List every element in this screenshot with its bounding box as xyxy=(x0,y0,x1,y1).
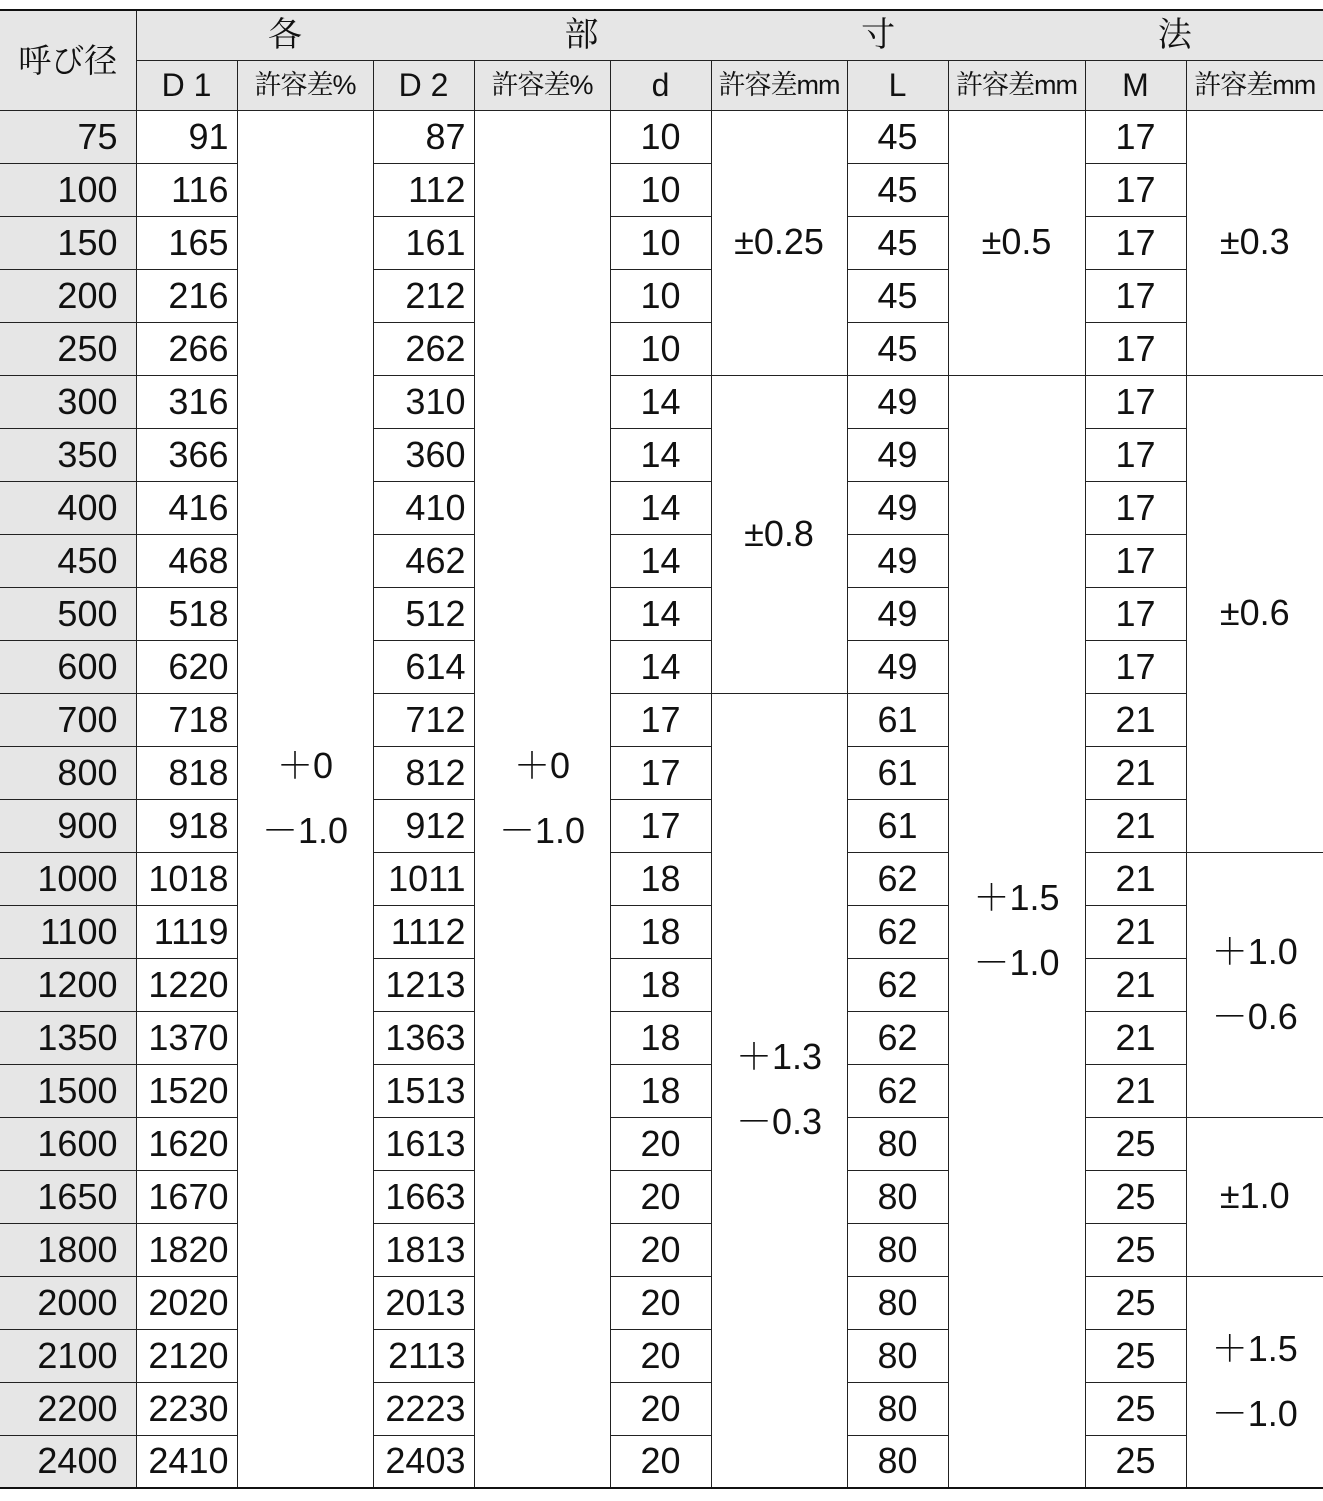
col-header-l: L xyxy=(847,60,948,110)
table-body xyxy=(0,110,1323,1488)
nominal-cell: 1650 xyxy=(0,1170,136,1223)
m-cell: 21 xyxy=(1085,1064,1186,1117)
m-cell: 25 xyxy=(1085,1170,1186,1223)
nominal-cell: 1350 xyxy=(0,1011,136,1064)
m-cell: 21 xyxy=(1085,905,1186,958)
d-cell: 17 xyxy=(610,693,711,746)
d-cell: 14 xyxy=(610,428,711,481)
m-cell: 17 xyxy=(1085,375,1186,428)
d-cell: 20 xyxy=(610,1382,711,1435)
m-cell: 21 xyxy=(1085,852,1186,905)
l-cell: 62 xyxy=(847,852,948,905)
table-row xyxy=(0,1117,1323,1170)
d1-cell: 1520 xyxy=(136,1064,237,1117)
d2-cell: 1513 xyxy=(373,1064,474,1117)
l-cell: 61 xyxy=(847,746,948,799)
d1-cell: 818 xyxy=(136,746,237,799)
table-row xyxy=(0,905,1323,958)
m-cell: 21 xyxy=(1085,958,1186,1011)
l-cell: 80 xyxy=(847,1435,948,1488)
table-row xyxy=(0,110,1323,163)
col-header-l-tolerance: 許容差mm xyxy=(948,60,1085,110)
m-tolerance-cell: ±0.6 xyxy=(1186,375,1323,852)
m-cell: 25 xyxy=(1085,1223,1186,1276)
d2-cell: 87 xyxy=(373,110,474,163)
d-cell: 14 xyxy=(610,481,711,534)
m-tolerance-cell: ±0.3 xyxy=(1186,110,1323,375)
nominal-cell: 600 xyxy=(0,640,136,693)
d-cell: 20 xyxy=(610,1223,711,1276)
d-cell: 10 xyxy=(610,269,711,322)
d1-cell: 165 xyxy=(136,216,237,269)
header-row-columns xyxy=(0,60,1323,110)
table-row xyxy=(0,693,1323,746)
d1-cell: 1370 xyxy=(136,1011,237,1064)
d2-cell: 262 xyxy=(373,322,474,375)
d-cell: 18 xyxy=(610,1064,711,1117)
l-cell: 61 xyxy=(847,799,948,852)
m-cell: 21 xyxy=(1085,693,1186,746)
nominal-cell: 200 xyxy=(0,269,136,322)
m-cell: 17 xyxy=(1085,428,1186,481)
d-cell: 10 xyxy=(610,110,711,163)
nominal-cell: 700 xyxy=(0,693,136,746)
nominal-cell: 2200 xyxy=(0,1382,136,1435)
nominal-cell: 350 xyxy=(0,428,136,481)
l-cell: 62 xyxy=(847,905,948,958)
m-tolerance-cell: ＋1.0 －0.6 xyxy=(1186,852,1323,1117)
group-header-char: 各 xyxy=(267,16,302,55)
table-row xyxy=(0,640,1323,693)
nominal-cell: 150 xyxy=(0,216,136,269)
m-cell: 17 xyxy=(1085,640,1186,693)
table-row xyxy=(0,322,1323,375)
d1-cell: 2120 xyxy=(136,1329,237,1382)
d-cell: 20 xyxy=(610,1276,711,1329)
m-cell: 17 xyxy=(1085,110,1186,163)
d-cell: 18 xyxy=(610,852,711,905)
d-cell: 20 xyxy=(610,1170,711,1223)
l-cell: 80 xyxy=(847,1170,948,1223)
col-header-d1-tolerance: 許容差% xyxy=(237,60,373,110)
col-header-m: M xyxy=(1085,60,1186,110)
l-cell: 45 xyxy=(847,163,948,216)
l-cell: 49 xyxy=(847,481,948,534)
d-cell: 14 xyxy=(610,587,711,640)
d2-cell: 360 xyxy=(373,428,474,481)
nominal-cell: 2000 xyxy=(0,1276,136,1329)
table-row xyxy=(0,269,1323,322)
d2-cell: 1011 xyxy=(373,852,474,905)
d2-cell: 1613 xyxy=(373,1117,474,1170)
d1-cell: 2410 xyxy=(136,1435,237,1488)
m-cell: 17 xyxy=(1085,269,1186,322)
d1-cell: 1620 xyxy=(136,1117,237,1170)
d2-cell: 2403 xyxy=(373,1435,474,1488)
table-row xyxy=(0,1329,1323,1382)
nominal-cell: 500 xyxy=(0,587,136,640)
d1-cell: 216 xyxy=(136,269,237,322)
d-cell: 18 xyxy=(610,1011,711,1064)
table-row xyxy=(0,587,1323,640)
m-cell: 25 xyxy=(1085,1435,1186,1488)
m-tolerance-cell: ＋1.5 －1.0 xyxy=(1186,1276,1323,1488)
l-cell: 62 xyxy=(847,1064,948,1117)
col-header-d: d xyxy=(610,60,711,110)
d2-cell: 712 xyxy=(373,693,474,746)
table-row xyxy=(0,1435,1323,1488)
l-cell: 49 xyxy=(847,375,948,428)
d2-cell: 2013 xyxy=(373,1276,474,1329)
m-cell: 25 xyxy=(1085,1117,1186,1170)
l-cell: 80 xyxy=(847,1329,948,1382)
d1-cell: 1670 xyxy=(136,1170,237,1223)
nominal-cell: 1500 xyxy=(0,1064,136,1117)
d2-cell: 1112 xyxy=(373,905,474,958)
d2-cell: 2223 xyxy=(373,1382,474,1435)
l-cell: 62 xyxy=(847,958,948,1011)
d-cell: 10 xyxy=(610,216,711,269)
m-cell: 17 xyxy=(1085,216,1186,269)
l-cell: 61 xyxy=(847,693,948,746)
d2-cell: 614 xyxy=(373,640,474,693)
nominal-cell: 800 xyxy=(0,746,136,799)
nominal-cell: 75 xyxy=(0,110,136,163)
d-cell: 14 xyxy=(610,640,711,693)
d2-cell: 462 xyxy=(373,534,474,587)
table-row xyxy=(0,1170,1323,1223)
l-cell: 49 xyxy=(847,428,948,481)
nominal-cell: 1600 xyxy=(0,1117,136,1170)
header-row-main xyxy=(0,10,1323,60)
table-row xyxy=(0,375,1323,428)
d-cell: 10 xyxy=(610,163,711,216)
d1-cell: 366 xyxy=(136,428,237,481)
nominal-cell: 2100 xyxy=(0,1329,136,1382)
l-cell: 45 xyxy=(847,216,948,269)
table-row xyxy=(0,1223,1323,1276)
d2-cell: 112 xyxy=(373,163,474,216)
d2-cell: 812 xyxy=(373,746,474,799)
d-cell: 17 xyxy=(610,799,711,852)
d1-cell: 518 xyxy=(136,587,237,640)
col-header-m-tolerance: 許容差mm xyxy=(1186,60,1323,110)
l-cell: 45 xyxy=(847,322,948,375)
table-row xyxy=(0,746,1323,799)
d1-cell: 316 xyxy=(136,375,237,428)
d1-cell: 2230 xyxy=(136,1382,237,1435)
d-cell: 20 xyxy=(610,1117,711,1170)
dimension-table xyxy=(0,9,1323,1489)
table-row xyxy=(0,163,1323,216)
d2-cell: 1363 xyxy=(373,1011,474,1064)
table-row xyxy=(0,852,1323,905)
m-cell: 21 xyxy=(1085,799,1186,852)
l-cell: 45 xyxy=(847,269,948,322)
d-cell: 10 xyxy=(610,322,711,375)
d2-cell: 410 xyxy=(373,481,474,534)
group-header-char: 法 xyxy=(1157,16,1192,55)
d2-cell: 1213 xyxy=(373,958,474,1011)
l-cell: 80 xyxy=(847,1276,948,1329)
m-cell: 17 xyxy=(1085,163,1186,216)
m-cell: 25 xyxy=(1085,1276,1186,1329)
nominal-cell: 250 xyxy=(0,322,136,375)
d2-cell: 161 xyxy=(373,216,474,269)
l-cell: 49 xyxy=(847,534,948,587)
table-row xyxy=(0,799,1323,852)
l-cell: 80 xyxy=(847,1117,948,1170)
nominal-cell: 1800 xyxy=(0,1223,136,1276)
table-header xyxy=(0,10,1323,110)
nominal-cell: 2400 xyxy=(0,1435,136,1488)
nominal-cell: 400 xyxy=(0,481,136,534)
m-cell: 21 xyxy=(1085,1011,1186,1064)
d1-cell: 718 xyxy=(136,693,237,746)
col-header-d1: D 1 xyxy=(136,60,237,110)
d1-cell: 1119 xyxy=(136,905,237,958)
d2-cell: 1813 xyxy=(373,1223,474,1276)
l-cell: 49 xyxy=(847,587,948,640)
nominal-cell: 1000 xyxy=(0,852,136,905)
d-tolerance-cell: ±0.25 xyxy=(711,110,847,375)
table-row xyxy=(0,1064,1323,1117)
d2-cell: 1663 xyxy=(373,1170,474,1223)
d-cell: 14 xyxy=(610,375,711,428)
l-cell: 62 xyxy=(847,1011,948,1064)
d2-cell: 512 xyxy=(373,587,474,640)
m-cell: 25 xyxy=(1085,1382,1186,1435)
d2-cell: 310 xyxy=(373,375,474,428)
group-header-char: 寸 xyxy=(861,16,896,55)
nominal-cell: 100 xyxy=(0,163,136,216)
d1-cell: 2020 xyxy=(136,1276,237,1329)
d-cell: 17 xyxy=(610,746,711,799)
l-cell: 49 xyxy=(847,640,948,693)
col-header-d-tolerance: 許容差mm xyxy=(711,60,847,110)
m-cell: 17 xyxy=(1085,587,1186,640)
dimensions-group-header xyxy=(136,10,1323,60)
d-cell: 20 xyxy=(610,1435,711,1488)
m-cell: 17 xyxy=(1085,534,1186,587)
d-tolerance-cell: ±0.8 xyxy=(711,375,847,693)
d1-cell: 918 xyxy=(136,799,237,852)
d1-tolerance-cell: ＋0 －1.0 xyxy=(237,110,373,1488)
l-cell: 80 xyxy=(847,1382,948,1435)
table-row xyxy=(0,1276,1323,1329)
m-cell: 17 xyxy=(1085,322,1186,375)
nominal-cell: 450 xyxy=(0,534,136,587)
nominal-cell: 1100 xyxy=(0,905,136,958)
m-cell: 17 xyxy=(1085,481,1186,534)
d-cell: 20 xyxy=(610,1329,711,1382)
d1-cell: 1820 xyxy=(136,1223,237,1276)
d2-cell: 212 xyxy=(373,269,474,322)
d-tolerance-cell: ＋1.3 －0.3 xyxy=(711,693,847,1488)
d1-cell: 91 xyxy=(136,110,237,163)
table-row xyxy=(0,216,1323,269)
d1-cell: 1018 xyxy=(136,852,237,905)
table-row xyxy=(0,428,1323,481)
table-row xyxy=(0,958,1323,1011)
d1-cell: 416 xyxy=(136,481,237,534)
nominal-cell: 300 xyxy=(0,375,136,428)
l-cell: 45 xyxy=(847,110,948,163)
d1-cell: 1220 xyxy=(136,958,237,1011)
m-tolerance-cell: ±1.0 xyxy=(1186,1117,1323,1276)
d-cell: 18 xyxy=(610,958,711,1011)
nominal-cell: 900 xyxy=(0,799,136,852)
nominal-diameter-header: 呼び径 xyxy=(0,10,136,110)
m-cell: 21 xyxy=(1085,746,1186,799)
l-cell: 80 xyxy=(847,1223,948,1276)
nominal-cell: 1200 xyxy=(0,958,136,1011)
l-tolerance-cell: ±0.5 xyxy=(948,110,1085,375)
group-header-char: 部 xyxy=(564,16,599,55)
d2-tolerance-cell: ＋0 －1.0 xyxy=(474,110,610,1488)
d-cell: 14 xyxy=(610,534,711,587)
m-cell: 25 xyxy=(1085,1329,1186,1382)
d1-cell: 116 xyxy=(136,163,237,216)
table-row xyxy=(0,481,1323,534)
table-row xyxy=(0,1382,1323,1435)
d-cell: 18 xyxy=(610,905,711,958)
table-row xyxy=(0,1011,1323,1064)
col-header-d2-tolerance: 許容差% xyxy=(474,60,610,110)
d2-cell: 912 xyxy=(373,799,474,852)
table-row xyxy=(0,534,1323,587)
col-header-d2: D 2 xyxy=(373,60,474,110)
d2-cell: 2113 xyxy=(373,1329,474,1382)
d1-cell: 266 xyxy=(136,322,237,375)
l-tolerance-cell: ＋1.5 －1.0 xyxy=(948,375,1085,1488)
d1-cell: 468 xyxy=(136,534,237,587)
d1-cell: 620 xyxy=(136,640,237,693)
